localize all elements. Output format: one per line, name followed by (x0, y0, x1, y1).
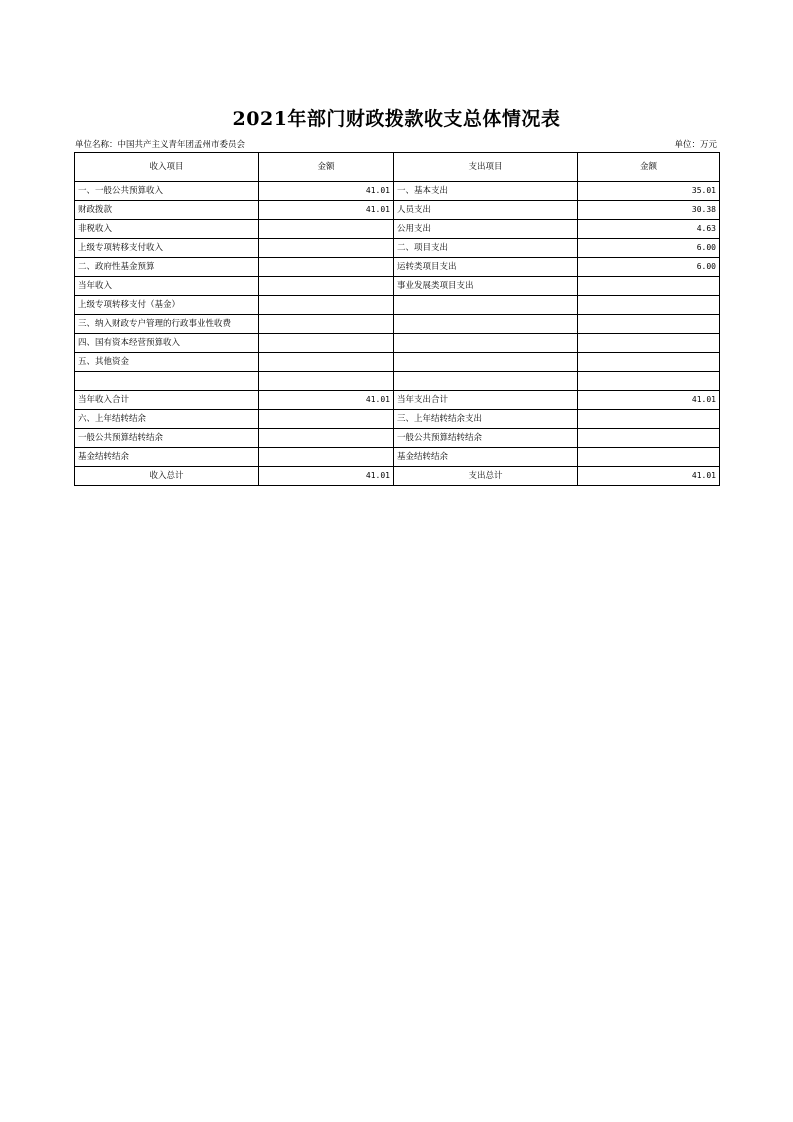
income-amount (259, 372, 394, 391)
income-amount (259, 334, 394, 353)
income-amount (259, 220, 394, 239)
table-row (75, 410, 720, 429)
table-row (75, 220, 720, 239)
table-header-row (75, 153, 720, 182)
income-amount: 41.01 (259, 391, 394, 410)
expense-item: 基金结转结余 (394, 448, 578, 467)
income-item: 一、一般公共预算收入 (75, 182, 259, 201)
income-item: 五、其他资金 (75, 353, 259, 372)
income-amount: 41.01 (259, 182, 394, 201)
expense-amount: 4.63 (578, 220, 720, 239)
table-row (75, 315, 720, 334)
expense-item (394, 296, 578, 315)
header-income-item: 收入项目 (75, 153, 259, 182)
table-row (75, 277, 720, 296)
expense-item: 事业发展类项目支出 (394, 277, 578, 296)
expense-amount (578, 315, 720, 334)
expense-amount (578, 296, 720, 315)
income-item (75, 372, 259, 391)
income-item: 六、上年结转结余 (75, 410, 259, 429)
header-income-amount: 金额 (259, 153, 394, 182)
expense-amount (578, 277, 720, 296)
unit-name: 单位名称：中国共产主义青年团孟州市委员会 (75, 140, 246, 150)
income-item: 非税收入 (75, 220, 259, 239)
expense-total-amount: 41.01 (578, 467, 720, 486)
table-row-subtotal (75, 391, 720, 410)
income-item: 三、纳入财政专户管理的行政事业性收费 (75, 315, 259, 334)
expense-amount: 6.00 (578, 258, 720, 277)
expense-item (394, 315, 578, 334)
expense-item: 人员支出 (394, 201, 578, 220)
income-item: 上级专项转移支付（基金） (75, 296, 259, 315)
table-row (75, 182, 720, 201)
income-amount (259, 353, 394, 372)
income-amount (259, 448, 394, 467)
income-item: 当年收入 (75, 277, 259, 296)
expense-item (394, 353, 578, 372)
income-item: 二、政府性基金预算 (75, 258, 259, 277)
header-expense-amount: 金额 (578, 153, 720, 182)
income-amount: 41.01 (259, 201, 394, 220)
income-amount (259, 410, 394, 429)
income-amount (259, 429, 394, 448)
income-item: 一般公共预算结转结余 (75, 429, 259, 448)
expense-amount (578, 410, 720, 429)
budget-table (74, 152, 720, 486)
expense-item (394, 372, 578, 391)
table-row (75, 296, 720, 315)
expense-amount: 41.01 (578, 391, 720, 410)
income-item: 上级专项转移支付收入 (75, 239, 259, 258)
table-row (75, 239, 720, 258)
table-row (75, 429, 720, 448)
expense-item: 二、项目支出 (394, 239, 578, 258)
expense-item: 运转类项目支出 (394, 258, 578, 277)
expense-amount (578, 448, 720, 467)
expense-item: 一般公共预算结转结余 (394, 429, 578, 448)
table-row (75, 353, 720, 372)
table-row (75, 372, 720, 391)
expense-item: 公用支出 (394, 220, 578, 239)
income-amount (259, 277, 394, 296)
income-amount (259, 239, 394, 258)
expense-amount (578, 372, 720, 391)
income-item: 财政拨款 (75, 201, 259, 220)
expense-amount (578, 334, 720, 353)
income-item: 四、国有资本经营预算收入 (75, 334, 259, 353)
income-amount (259, 258, 394, 277)
expense-amount (578, 429, 720, 448)
expense-item: 一、基本支出 (394, 182, 578, 201)
income-amount (259, 315, 394, 334)
income-total-amount: 41.01 (259, 467, 394, 486)
table-row (75, 334, 720, 353)
expense-item (394, 334, 578, 353)
expense-total-label: 支出总计 (394, 467, 578, 486)
table-row-total (75, 467, 720, 486)
unit-label: 单位：万元 (674, 140, 717, 150)
income-item: 当年收入合计 (75, 391, 259, 410)
expense-item: 三、上年结转结余支出 (394, 410, 578, 429)
income-total-label: 收入总计 (75, 467, 259, 486)
table-row (75, 448, 720, 467)
expense-amount: 6.00 (578, 239, 720, 258)
header-expense-item: 支出项目 (394, 153, 578, 182)
expense-amount: 35.01 (578, 182, 720, 201)
expense-amount: 30.38 (578, 201, 720, 220)
income-amount (259, 296, 394, 315)
expense-amount (578, 353, 720, 372)
expense-item: 当年支出合计 (394, 391, 578, 410)
income-item: 基金结转结余 (75, 448, 259, 467)
page-title: 2021年部门财政拨款收支总体情况表 (232, 108, 561, 130)
table-row (75, 258, 720, 277)
table-row (75, 201, 720, 220)
